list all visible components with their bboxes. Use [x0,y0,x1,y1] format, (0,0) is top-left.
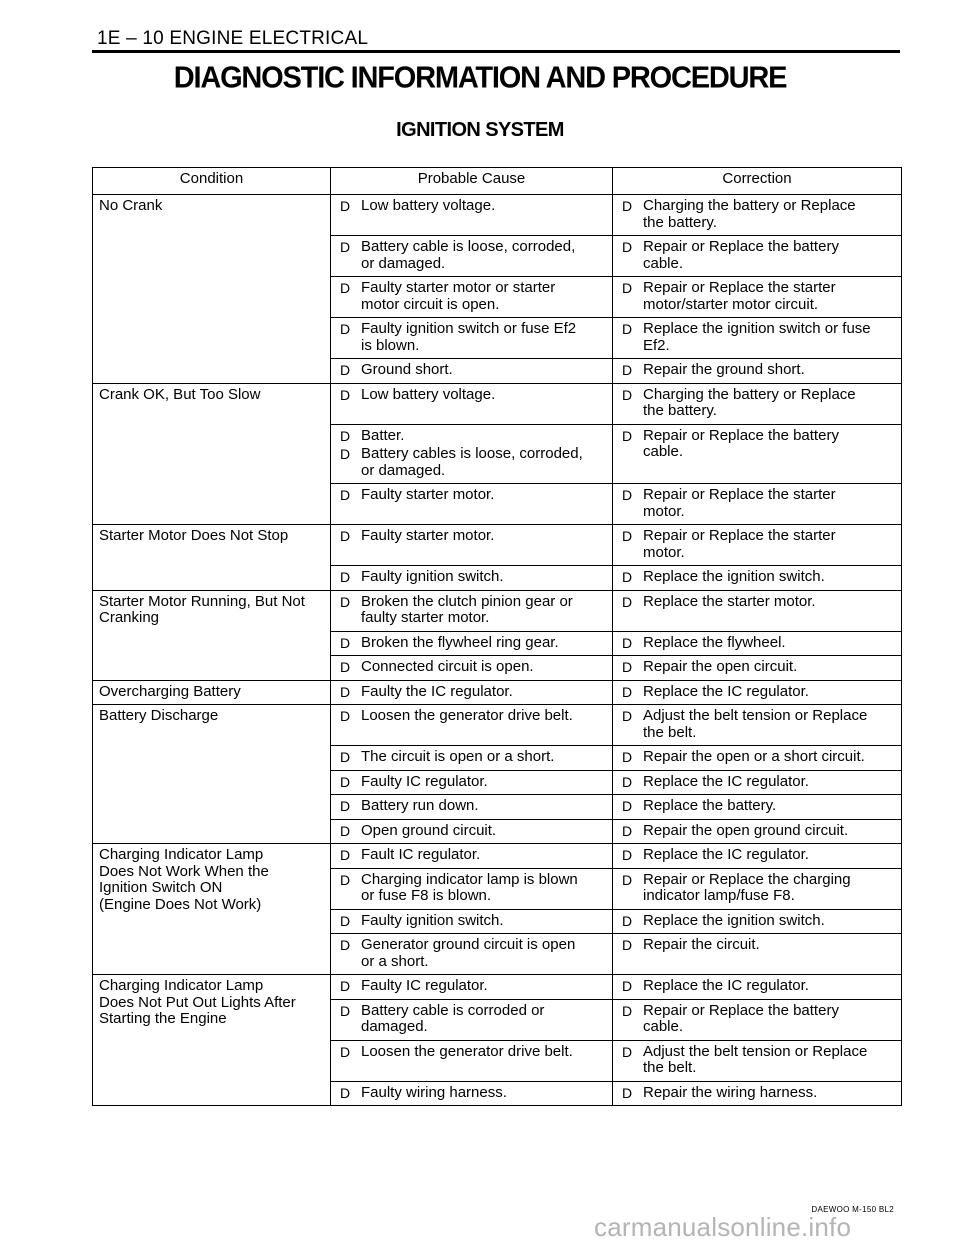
cause-item [337,1085,606,1102]
bullet-icon: D [340,773,351,790]
cause-text: Loosen the generator drive belt. [361,1042,573,1060]
cause-cell [331,656,613,681]
correction-cell [613,1040,902,1081]
correction-text: Replace the ignition switch. [643,911,825,929]
correction-item [619,1003,895,1036]
cause-item [337,280,606,313]
bullet-icon: D [622,569,633,585]
cause-text: Batter. [361,426,405,444]
cause-cell [331,1040,613,1081]
correction-item [619,487,895,520]
bullet-icon: D [622,593,633,610]
correction-cell [613,566,902,591]
cause-item [337,872,606,905]
cause-cell [331,318,613,359]
correction-cell [613,868,902,909]
cause-item [337,428,606,445]
cause-item [337,774,606,791]
header-rule [92,50,900,53]
correction-cell [613,746,902,771]
cause-cell [331,819,613,844]
cause-text: Faulty starter motor. [361,527,495,544]
correction-text: Repair or Replace the battery cable. [643,1001,839,1035]
cause-text: Faulty starter motor or starter motor circuit is open. [361,279,556,313]
correction-text: Repair the ground short. [643,361,805,378]
bullet-icon: D [340,822,351,839]
bullet-icon: D [622,487,633,503]
correction-cell [613,359,902,384]
bullet-icon: D [622,978,633,994]
bullet-icon: D [622,634,633,651]
correction-item [619,708,895,741]
table-header-row [93,168,902,195]
correction-item [619,362,895,379]
correction-cell [613,318,902,359]
cause-text: Generator ground circuit is open or a short. [361,936,576,970]
cause-item [337,659,606,676]
cause-text: Broken the flywheel ring gear. [361,633,559,651]
correction-text: Replace the starter motor. [643,592,816,610]
table-row [93,705,902,746]
correction-cell [613,1081,902,1106]
correction-text: Repair or Replace the charging indicator lamp/fuse F8. [643,870,851,904]
correction-item [619,913,895,930]
page-header: 1E – 10 ENGINE ELECTRICAL [97,28,369,49]
bullet-icon: D [340,749,351,765]
correction-text: Replace the battery. [643,797,777,814]
bullet-icon: D [622,708,633,724]
cause-item [337,239,606,272]
correction-cell [613,909,902,934]
bullet-icon: D [622,427,633,444]
watermark: carmanualsonline.info [594,1212,852,1242]
correction-item [619,749,895,766]
bullet-icon: D [622,528,633,544]
correction-cell [613,195,902,236]
correction-cell [613,975,902,1000]
bullet-icon: D [340,386,351,403]
condition-cell [93,525,331,591]
correction-item [619,569,895,586]
cause-cell [331,868,613,909]
cause-text: Faulty IC regulator. [361,772,488,790]
correction-text: Repair or Replace the starter motor. [643,527,836,561]
correction-item [619,594,895,611]
cause-cell [331,1081,613,1106]
cause-cell [331,359,613,384]
correction-text: Replace the flywheel. [643,633,786,651]
correction-text: Adjust the belt tension or Replace the belt. [643,707,868,741]
cause-cell [331,566,613,591]
correction-item [619,798,895,815]
cause-text: Open ground circuit. [361,821,497,839]
cause-text: Faulty IC regulator. [361,977,488,994]
correction-cell [613,680,902,705]
condition-cell [93,705,331,844]
bullet-icon: D [622,912,633,929]
correction-text: Repair or Replace the starter motor. [643,486,836,520]
bullet-icon: D [340,487,351,503]
correction-cell [613,484,902,525]
header-correction: Correction [613,168,902,195]
correction-cell [613,770,902,795]
condition-text: Overcharging Battery [99,682,241,700]
condition-text: Starter Motor Running, But Not Cranking [99,592,305,626]
bullet-icon: D [340,1002,351,1019]
cause-item [337,387,606,404]
bullet-icon: D [622,239,633,255]
correction-text: Replace the IC regulator. [643,772,809,790]
bullet-icon: D [622,280,633,296]
correction-item [619,280,895,313]
bullet-icon: D [340,798,351,814]
bullet-icon: D [622,847,633,863]
header-condition: Condition [93,168,331,195]
cause-item [337,635,606,652]
bullet-icon: D [340,198,351,214]
cause-cell [331,705,613,746]
cause-cell [331,770,613,795]
cause-item [337,847,606,864]
cause-cell [331,195,613,236]
correction-cell [613,631,902,656]
correction-cell [613,705,902,746]
condition-text: Battery Discharge [99,707,219,724]
cause-text: Battery run down. [361,797,479,814]
correction-item [619,847,895,864]
correction-text: Repair the open ground circuit. [643,821,849,839]
diagnostic-table [92,167,902,1106]
bullet-icon: D [622,321,633,337]
cause-item [337,528,606,545]
correction-text: Repair or Replace the battery cable. [643,426,839,460]
cause-item [337,594,606,627]
bullet-icon: D [340,683,351,700]
section-subtitle: IGNITION SYSTEM [396,119,564,141]
correction-item [619,872,895,905]
condition-text: No Crank [99,197,163,214]
correction-item [619,684,895,701]
correction-text: Charging the battery or Replace the battery. [643,197,856,231]
correction-text: Repair the circuit. [643,936,760,953]
cause-item [337,1003,606,1036]
bullet-icon: D [622,683,633,700]
correction-cell [613,999,902,1040]
bullet-icon: D [622,386,633,403]
bullet-icon: D [340,871,351,888]
correction-text: Replace the ignition switch or fuse Ef2. [643,320,871,354]
cause-item [337,321,606,354]
correction-text: Replace the IC regulator. [643,977,809,994]
correction-text: Repair the wiring harness. [643,1083,818,1101]
cause-text: Faulty the IC regulator. [361,682,513,700]
condition-cell [93,844,331,975]
header-probable-cause: Probable Cause [331,168,613,195]
table-row [93,590,902,631]
correction-cell [613,795,902,820]
correction-cell [613,277,902,318]
correction-text: Replace the IC regulator. [643,682,809,700]
bullet-icon: D [340,1043,351,1060]
bullet-icon: D [340,362,351,378]
correction-text: Replace the IC regulator. [643,846,809,863]
table-body [93,195,902,1106]
bullet-icon: D [340,937,351,953]
cause-item [337,913,606,930]
cause-cell [331,277,613,318]
cause-text: Faulty ignition switch or fuse Ef2 is blown. [361,320,577,354]
correction-item [619,198,895,231]
cause-text: Low battery voltage. [361,197,496,214]
correction-cell [613,590,902,631]
condition-cell [93,195,331,384]
cause-item [337,684,606,701]
table-row [93,383,902,424]
cause-cell [331,975,613,1000]
correction-text: Charging the battery or Replace the battery. [643,385,856,419]
correction-item [619,1044,895,1077]
cause-text: Battery cables is loose, corroded, or damaged. [361,445,583,479]
cause-text: Connected circuit is open. [361,658,534,675]
correction-text: Repair or Replace the starter motor/starter motor circuit. [643,279,836,313]
bullet-icon: D [340,634,351,651]
bullet-icon: D [340,659,351,675]
bullet-icon: D [622,798,633,814]
cause-text: Faulty starter motor. [361,486,495,503]
bullet-icon: D [340,1084,351,1101]
cause-item [337,823,606,840]
page-title: DIAGNOSTIC INFORMATION AND PROCEDURE [173,61,787,95]
correction-cell [613,525,902,566]
condition-cell [93,383,331,525]
cause-cell [331,484,613,525]
correction-item [619,428,895,461]
cause-text: The circuit is open or a short. [361,748,555,765]
correction-item [619,774,895,791]
cause-cell [331,909,613,934]
condition-cell [93,590,331,680]
cause-item [337,798,606,815]
cause-cell [331,383,613,424]
cause-cell [331,680,613,705]
correction-cell [613,656,902,681]
correction-text: Replace the ignition switch. [643,568,825,585]
correction-text: Repair the open or a short circuit. [643,748,865,765]
correction-item [619,387,895,420]
cause-text: Fault IC regulator. [361,846,481,863]
bullet-icon: D [340,569,351,585]
cause-cell [331,631,613,656]
correction-cell [613,844,902,869]
table-row [93,525,902,566]
condition-text: Charging Indicator Lamp Does Not Put Out Lights After Starting the Engine [99,977,296,1027]
cause-cell [331,590,613,631]
cause-text: Broken the clutch pinion gear or faulty starter motor. [361,592,573,626]
correction-cell [613,424,902,484]
cause-cell [331,746,613,771]
condition-text: Starter Motor Does Not Stop [99,527,289,544]
correction-item [619,528,895,561]
correction-text: Repair or Replace the battery cable. [643,238,839,272]
bullet-icon: D [340,321,351,337]
cause-item [337,708,606,725]
correction-item [619,937,895,954]
bullet-icon: D [340,912,351,929]
cause-text: Loosen the generator drive belt. [361,707,573,724]
correction-item [619,823,895,840]
bullet-icon: D [340,847,351,863]
bullet-icon: D [622,1043,633,1060]
cause-text: Battery cable is corroded or damaged. [361,1001,545,1035]
correction-cell [613,236,902,277]
cause-item [337,362,606,379]
cause-text: Faulty wiring harness. [361,1083,507,1101]
bullet-icon: D [622,749,633,765]
correction-text: Adjust the belt tension or Replace the belt. [643,1042,868,1076]
cause-cell [331,795,613,820]
bullet-icon: D [622,773,633,790]
bullet-icon: D [340,239,351,255]
cause-cell [331,525,613,566]
cause-text: Charging indicator lamp is blown or fuse F8 is blown. [361,870,578,904]
bullet-icon: D [340,446,351,462]
table-row [93,680,902,705]
cause-item [337,198,606,215]
bullet-icon: D [340,978,351,994]
bullet-icon: D [622,659,633,675]
cause-item [337,446,606,479]
bullet-icon: D [622,362,633,378]
cause-text: Faulty ignition switch. [361,568,504,585]
correction-item [619,1085,895,1102]
cause-cell [331,236,613,277]
cause-cell [331,424,613,484]
bullet-icon: D [622,871,633,888]
bullet-icon: D [340,708,351,724]
correction-cell [613,934,902,975]
condition-cell [93,975,331,1106]
bullet-icon: D [340,427,351,444]
document-code: DAEWOO M-150 BL2 [811,1205,894,1214]
correction-item [619,239,895,272]
condition-cell [93,680,331,705]
correction-item [619,635,895,652]
correction-text: Repair the open circuit. [643,658,798,675]
bullet-icon: D [622,822,633,839]
correction-item [619,321,895,354]
cause-item [337,749,606,766]
cause-text: Ground short. [361,361,453,378]
correction-item [619,659,895,676]
cause-text: Low battery voltage. [361,385,496,403]
cause-item [337,978,606,995]
cause-text: Faulty ignition switch. [361,911,504,929]
cause-item [337,487,606,504]
cause-cell [331,934,613,975]
cause-cell [331,999,613,1040]
cause-cell [331,844,613,869]
correction-cell [613,383,902,424]
bullet-icon: D [622,198,633,214]
bullet-icon: D [340,280,351,296]
bullet-icon: D [340,593,351,610]
condition-text: Crank OK, But Too Slow [99,385,261,403]
correction-item [619,978,895,995]
cause-item [337,937,606,970]
bullet-icon: D [340,528,351,544]
bullet-icon: D [622,1002,633,1019]
table-row [93,195,902,236]
correction-cell [613,819,902,844]
table-row [93,844,902,869]
cause-item [337,1044,606,1061]
condition-text: Charging Indicator Lamp Does Not Work When the Ignition Switch ON (Engine Does Not Work) [99,846,269,913]
cause-text: Battery cable is loose, corroded, or damaged. [361,238,576,272]
bullet-icon: D [622,1084,633,1101]
cause-item [337,569,606,586]
table-row [93,975,902,1000]
bullet-icon: D [622,937,633,953]
